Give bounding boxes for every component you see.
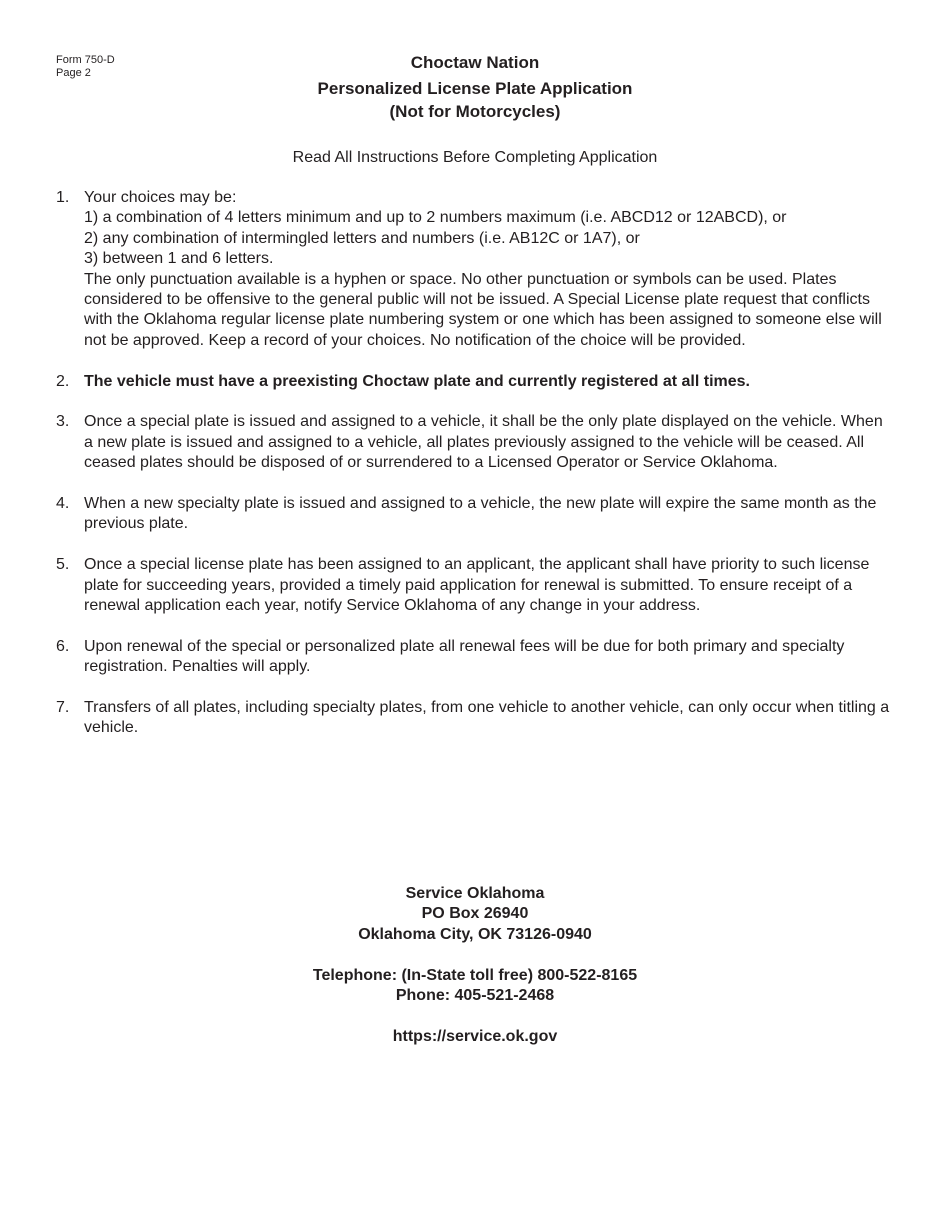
list-item-5 <box>56 555 896 616</box>
contact-city: Oklahoma City, OK 73126-0940 <box>358 925 592 943</box>
item-text: Upon renewal of the special or personalized plate all renewal fees will be due for both primary and specialty registration. Penalties will apply. <box>84 637 845 676</box>
choice-3: 3) between 1 and 6 letters. <box>84 250 274 268</box>
contact-block <box>0 884 950 1047</box>
list-item-2 <box>56 372 896 392</box>
item-number: 4. <box>56 495 70 513</box>
spacer <box>0 945 950 965</box>
item-number: 1. <box>56 189 70 206</box>
spacer <box>0 1006 950 1026</box>
item-number: 6. <box>56 637 70 655</box>
item-number: 7. <box>56 699 70 717</box>
instruction-line: Read All Instructions Before Completing Application <box>292 149 658 166</box>
form-number: Form 750-D <box>56 54 115 66</box>
item-number: 5. <box>56 556 70 574</box>
choice-1: 1) a combination of 4 letters minimum and up to 2 numbers maximum (i.e. ABCD12 or 12ABCD), or <box>84 209 787 227</box>
item-text: When a new specialty plate is issued and assigned to a vehicle, the new plate will expire the same month as the previous plate. <box>84 495 877 533</box>
document-title: Choctaw Nation <box>410 53 540 72</box>
page-number: Page 2 <box>56 67 91 79</box>
list-item-6 <box>56 637 896 678</box>
contact-org: Service Oklahoma <box>405 885 545 902</box>
item-intro: Your choices may be: <box>84 189 237 206</box>
list-item-4 <box>56 494 896 535</box>
contact-po-box: PO Box 26940 <box>421 905 529 923</box>
punctuation-rules: The only punctuation available is a hyphen or space. No other punctuation or symbols can be used. Plates considered to be offensive to the general public will not be issued. A Special License plate request that conflicts with the Oklahoma regular license plate numbering system or one which has been assigned to someone else will not be approved. Keep a record of your choices. No notification of the choice will be provided. <box>84 270 882 349</box>
contact-telephone: Telephone: (In-State toll free) 800-522-8165 <box>312 966 638 984</box>
contact-phone: Phone: 405-521-2468 <box>395 987 555 1005</box>
item-number: 2. <box>56 372 70 390</box>
instruction-list <box>56 188 896 739</box>
contact-website: https://service.ok.gov <box>392 1027 558 1045</box>
list-item-1 <box>56 188 896 351</box>
document-subtitle: Personalized License Plate Application <box>317 79 633 98</box>
choice-2: 2) any combination of intermingled letters and numbers (i.e. AB12C or 1A7), or <box>84 229 640 247</box>
item-number: 3. <box>56 413 70 431</box>
item-text: Once a special license plate has been assigned to an applicant, the applicant shall have priority to such license plate for succeeding years, provided a timely paid application for renewal is submitted. To ensure receipt of a renewal application each year, notify Service Oklahoma of any change in your address. <box>84 556 870 615</box>
item-text: The vehicle must have a preexisting Choctaw plate and currently registered at all times. <box>84 372 750 390</box>
list-item-3 <box>56 412 896 473</box>
item-text: Transfers of all plates, including specialty plates, from one vehicle to another vehicle, can only occur when titling a vehicle. <box>84 699 890 737</box>
item-text: Once a special plate is issued and assigned to a vehicle, it shall be the only plate displayed on the vehicle. When a new plate is issued and assigned to a vehicle, all plates previously assigned to the vehicle will be ceased. All ceased plates should be disposed of or surrendered to a Licensed Operator or Service Oklahoma. <box>84 413 883 472</box>
document-note: (Not for Motorcycles) <box>389 102 561 121</box>
list-item-7 <box>56 698 896 739</box>
